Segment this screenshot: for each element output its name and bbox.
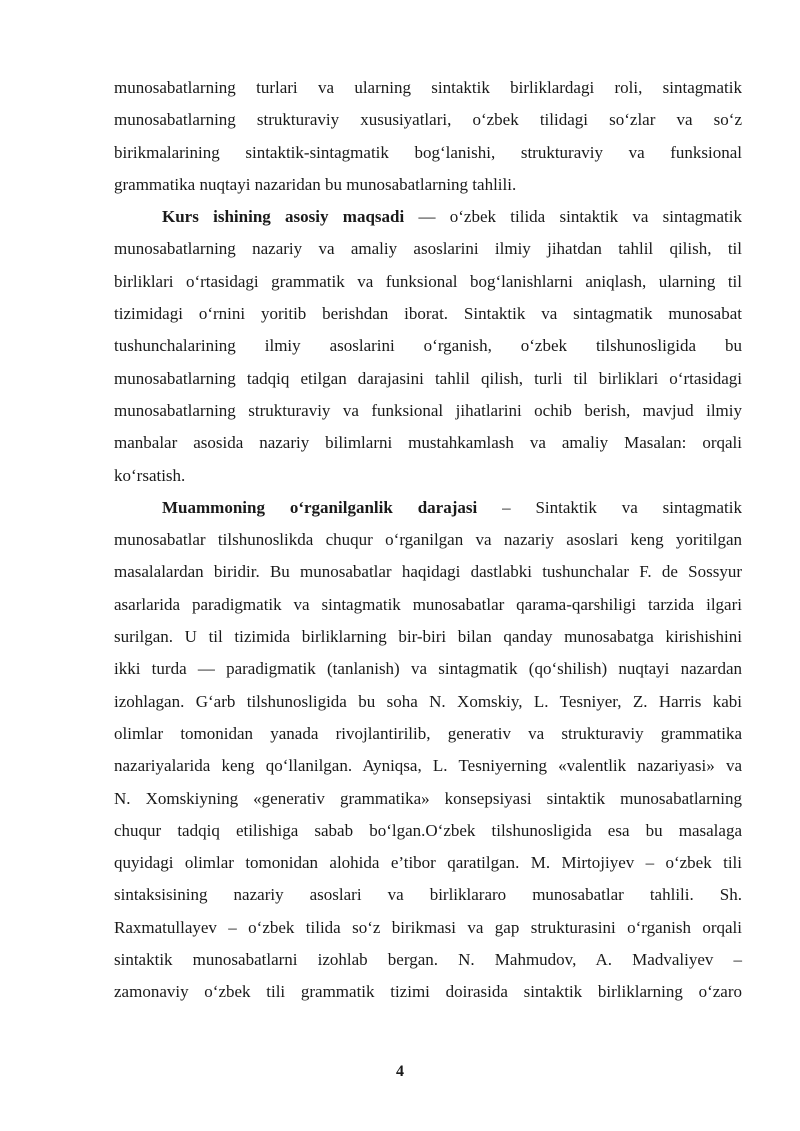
text-line: asarlarida paradigmatik va sintagmatik munosabatlar qarama-qarshiligi tarzida ilgari <box>114 594 742 614</box>
paragraph-1 <box>114 72 742 201</box>
text-line-lead <box>114 492 742 524</box>
text-line: nazariyalarida keng qo‘llanilgan. Ayniqsa, L. Tesniyerning «valentlik nazariyasi» va <box>114 756 742 776</box>
document-body <box>114 72 742 1009</box>
text-line: birikmalarining sintaktik-sintagmatik bog‘lanishi, strukturaviy va funksional <box>114 142 742 162</box>
text-line: munosabatlar tilshunoslikda chuqur o‘rganilgan va nazariy asoslari keng yoritilgan <box>114 530 742 550</box>
text-line: grammatika nuqtayi nazaridan bu munosabatlarning tahlili. <box>114 174 517 194</box>
text-line: masalalardan biridir. Bu munosabatlar haqidagi dastlabki tushunchalar F. de Sossyur <box>114 562 742 582</box>
text-line: munosabatlarning tadqiq etilgan darajasini tahlil qilish, turli til birliklari o‘rtasidagi <box>114 368 742 388</box>
text-run: — o‘zbek tilida sintaktik va sintagmatik <box>404 207 742 227</box>
text-line: olimlar tomonidan yanada rivojlantirilib, generativ va strukturaviy grammatika <box>114 723 742 743</box>
text-line: ikki turda — paradigmatik (tanlanish) va sintagmatik (qo‘shilish) nuqtayi nazardan <box>114 659 742 679</box>
text-line: sintaktik munosabatlarni izohlab bergan. N. Mahmudov, A. Madvaliyev – <box>114 950 742 970</box>
page-number: 4 <box>396 1063 404 1080</box>
text-line: ko‘rsatish. <box>114 465 186 485</box>
text-line: sintaksisining nazariy asoslari va birliklararo munosabatlar tahlili. Sh. <box>114 885 742 905</box>
text-line: zamonaviy o‘zbek tili grammatik tizimi doirasida sintaktik birliklarning o‘zaro <box>114 982 742 1002</box>
text-run: – Sintaktik va sintagmatik <box>477 497 743 517</box>
text-line: manbalar asosida nazariy bilimlarni mustahkamlash va amaliy Masalan: orqali <box>114 433 742 453</box>
text-line: quyidagi olimlar tomonidan alohida e’tibor qaratilgan. M. Mirtojiyev – o‘zbek tili <box>114 853 742 873</box>
paragraph-research-level <box>114 492 742 1009</box>
text-line: izohlagan. G‘arb tilshunosligida bu soha N. Xomskiy, L. Tesniyer, Z. Harris kabi <box>114 691 742 711</box>
section-heading-course-goal: Kurs ishining asosiy maqsadi <box>162 207 405 227</box>
text-line-lead <box>114 201 742 233</box>
text-line: munosabatlarning nazariy va amaliy asoslarini ilmiy jihatdan tahlil qilish, til <box>114 239 742 259</box>
text-line: tizimidagi o‘rnini yoritib berishdan iborat. Sintaktik va sintagmatik munosabat <box>114 304 742 324</box>
text-line: N. Xomskiyning «generativ grammatika» konsepsiyasi sintaktik munosabatlarning <box>114 788 742 808</box>
text-line: Raxmatullayev – o‘zbek tilida so‘z birikmasi va gap strukturasini o‘rganish orqali <box>114 917 742 937</box>
text-line: munosabatlarning turlari va ularning sintaktik birliklardagi roli, sintagmatik <box>114 78 742 97</box>
text-line: chuqur tadqiq etilishiga sabab bo‘lgan.O‘zbek tilshunosligida esa bu masalaga <box>114 820 742 840</box>
text-line: surilgan. U til tizimida birliklarning bir-biri bilan qanday munosabatga kirishishini <box>114 627 742 647</box>
text-line: munosabatlarning strukturaviy xususiyatlari, o‘zbek tilidagi so‘zlar va so‘z <box>114 110 742 130</box>
paragraph-course-goal <box>114 201 742 492</box>
text-line: munosabatlarning strukturaviy va funksional jihatlarini ochib berish, mavjud ilmiy <box>114 400 742 420</box>
text-line: birliklari o‘rtasidagi grammatik va funksional bog‘lanishlarni aniqlash, ularning til <box>114 271 742 291</box>
section-heading-research-level: Muammoning o‘rganilganlik darajasi <box>162 497 478 517</box>
text-line: tushunchalarining ilmiy asoslarini o‘rganish, o‘zbek tilshunosligida bu <box>114 336 742 356</box>
